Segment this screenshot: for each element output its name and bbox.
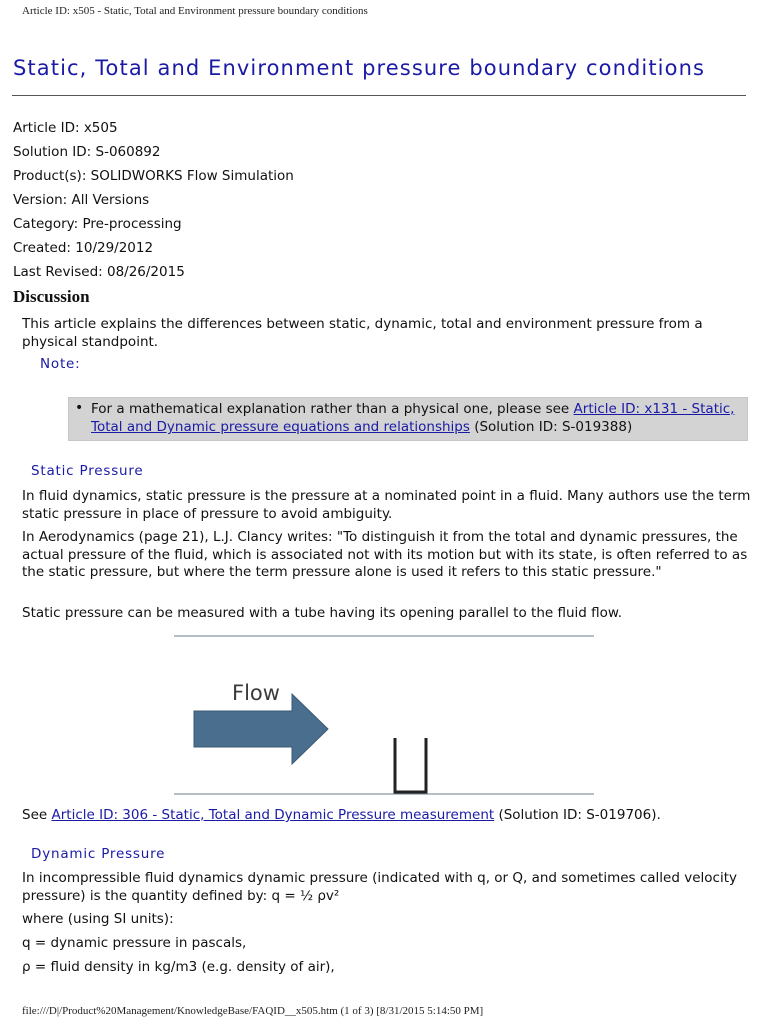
article-x131-link[interactable]: Article ID: x131 - Static, Total and Dynamic pressure equations and relationships <box>91 401 735 435</box>
bullet-dot: • <box>75 400 84 416</box>
static-pressure-p1: In fluid dynamics, static pressure is the pressure at a nominated point in a fluid. Many authors use the term static pressure in place of pressure to avoid ambiguity. <box>22 488 751 522</box>
discussion-heading: Discussion <box>13 287 90 306</box>
see-prefix: See <box>22 807 52 823</box>
meta-products: Product(s): SOLIDWORKS Flow Simulation <box>13 168 294 184</box>
note-prefix: For a mathematical explanation rather than a physical one, please see <box>91 401 574 417</box>
meta-last-revised: Last Revised: 08/26/2015 <box>13 264 185 280</box>
note-box <box>68 397 748 441</box>
article-meta <box>13 119 294 287</box>
dynamic-pressure-q: q = dynamic pressure in pascals, <box>22 935 247 951</box>
title-divider <box>12 95 746 96</box>
pressure-tube <box>395 738 426 792</box>
dynamic-pressure-rho: ρ = fluid density in kg/m3 (e.g. density of air), <box>22 959 335 975</box>
note-label: Note: <box>40 356 81 372</box>
note-text <box>91 400 741 436</box>
dynamic-pressure-p1: In incompressible fluid dynamics dynamic pressure (indicated with q, or Q, and sometimes called velocity pressure) is the quantity defined by: q = ½ ρv² <box>22 870 737 904</box>
meta-category: Category: Pre-processing <box>13 216 182 232</box>
meta-version: Version: All Versions <box>13 192 150 208</box>
see-article-306 <box>22 807 752 825</box>
meta-created: Created: 10/29/2012 <box>13 240 154 256</box>
article-306-link[interactable]: Article ID: 306 - Static, Total and Dynamic Pressure measurement <box>51 807 495 823</box>
meta-solution-id: Solution ID: S-060892 <box>13 144 161 160</box>
page-title: Static, Total and Environment pressure boundary conditions <box>13 56 706 80</box>
print-header: Article ID: x505 - Static, Total and Environment pressure boundary conditions <box>22 5 368 17</box>
dynamic-pressure-heading: Dynamic Pressure <box>31 846 166 862</box>
static-pressure-heading: Static Pressure <box>31 463 144 479</box>
note-suffix: (Solution ID: S-019388) <box>469 419 633 435</box>
static-pressure-p3: Static pressure can be measured with a tube having its opening parallel to the fluid flow. <box>22 605 622 621</box>
dynamic-pressure-p2: where (using SI units): <box>22 911 174 927</box>
meta-article-id: Article ID: x505 <box>13 120 118 136</box>
see-suffix: (Solution ID: S-019706). <box>494 807 661 823</box>
static-pressure-tube-figure <box>174 632 594 797</box>
print-footer: file:///D|/Product%20Management/KnowledgeBase/FAQID__x505.htm (1 of 3) [8/31/2015 5:14:50 PM] <box>22 1005 484 1017</box>
static-pressure-p2: In Aerodynamics (page 21), L.J. Clancy writes: "To distinguish it from the total and dynamic pressures, the actual pressure of the fluid, which is associated not with its motion but with its state, is often referred to as the static pressure, but where the term pressure alone is used it refers to this static pressure." <box>22 529 748 580</box>
flow-label: Flow <box>232 681 280 705</box>
discussion-intro: This article explains the differences between static, dynamic, total and environment pressure from a physical standpoint. <box>22 316 703 350</box>
